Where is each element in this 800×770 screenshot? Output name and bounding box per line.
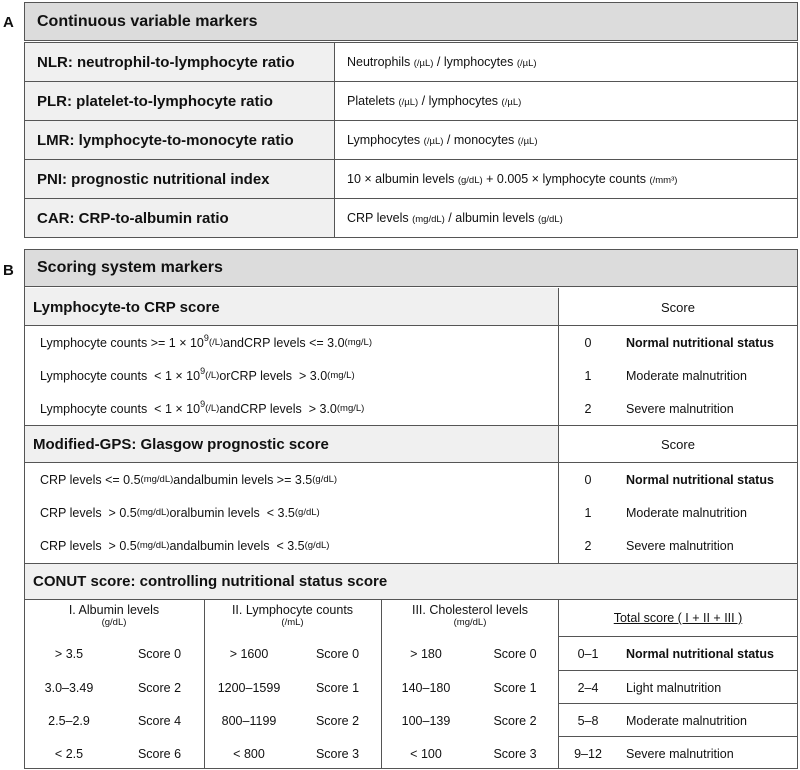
- total-range: 5–8: [577, 713, 599, 728]
- formula-unit: (g/dL): [457, 175, 483, 186]
- range-value: < 100: [410, 746, 442, 761]
- operator: or: [169, 505, 181, 520]
- criterion-a: Lymphocyte counts < 1 × 10: [40, 401, 201, 416]
- lcs-criteria-row: [40, 359, 550, 392]
- nutritional-status: Severe malnutrition: [626, 746, 734, 761]
- marker-formula: [335, 160, 798, 199]
- table-row: [25, 82, 798, 121]
- lcs-score-value: [559, 326, 617, 359]
- formula-term: Platelets: [347, 94, 395, 108]
- conut-points: [471, 637, 559, 670]
- range-value: 2.5–2.9: [48, 713, 90, 728]
- points-value: Score 1: [493, 680, 537, 695]
- conut-points: [471, 737, 559, 770]
- points-value: Score 3: [493, 746, 537, 761]
- conut-status: [626, 704, 796, 737]
- conut-title: CONUT score: controlling nutritional status score: [25, 564, 797, 599]
- marker-formula: [335, 82, 798, 121]
- criterion-b: albumin levels < 3.5: [190, 538, 305, 553]
- conut-points: [471, 704, 559, 737]
- marker-formula: [335, 121, 798, 160]
- gps-criteria-row: [40, 529, 550, 562]
- conut-range: [381, 704, 471, 737]
- conut-points: [294, 671, 381, 704]
- unit: (mg/dL): [140, 474, 174, 485]
- panel-b-label: B: [3, 262, 14, 279]
- panel-b-header: [24, 249, 798, 287]
- conut-points: [115, 671, 204, 704]
- marker-name: PLR: platelet-to-lymphocyte ratio: [25, 82, 335, 121]
- conut-range: [204, 704, 294, 737]
- range-value: 3.0–3.49: [44, 680, 94, 695]
- marker-formula: [335, 43, 798, 82]
- unit: (mg/dL): [136, 540, 170, 551]
- criterion-b: CRP levels > 3.0: [240, 401, 337, 416]
- criterion-b: CRP levels > 3.0: [230, 368, 328, 383]
- conut-total: [559, 637, 617, 670]
- conut-total: [559, 671, 617, 704]
- total-range: 2–4: [577, 680, 599, 695]
- formula-term: CRP levels: [347, 211, 409, 225]
- lcs-score-value: [559, 359, 617, 392]
- conut-total: [559, 737, 617, 770]
- criterion-a: Lymphocyte counts < 1 × 10: [40, 368, 201, 383]
- range-value: 800–1199: [221, 713, 277, 728]
- points-value: Score 4: [137, 713, 182, 728]
- marker-name: CAR: CRP-to-albumin ratio: [25, 199, 335, 238]
- gps-score-value: [559, 463, 617, 496]
- formula-unit: (/µL): [501, 97, 522, 108]
- conut-status: [626, 671, 796, 704]
- panel-a-title: Continuous variable markers: [37, 12, 258, 30]
- lcs-status: [626, 326, 796, 359]
- conut-range: [24, 637, 114, 670]
- marker-name: PNI: prognostic nutritional index: [25, 160, 335, 199]
- panel-a-header: [24, 2, 798, 41]
- unit: (mg/L): [344, 337, 372, 348]
- divider: [558, 288, 559, 563]
- table-row: [25, 43, 798, 82]
- lcs-status: [626, 359, 796, 392]
- nutritional-status: Normal nutritional status: [626, 646, 774, 661]
- table-row: [25, 160, 798, 199]
- unit: (mg/L): [327, 370, 355, 381]
- points-value: Score 2: [315, 713, 360, 728]
- nutritional-status: Light malnutrition: [626, 680, 722, 695]
- range-value: > 3.5: [54, 646, 84, 661]
- gps-status: [626, 496, 796, 529]
- formula-unit: (/µL): [517, 136, 538, 147]
- continuous-markers-table: [24, 42, 798, 238]
- total-range: 0–1: [577, 646, 599, 661]
- formula-term: Lymphocytes: [347, 133, 421, 147]
- range-value: 100–139: [401, 713, 451, 728]
- conut-range: [204, 737, 294, 770]
- lcs-score-header: Score: [661, 299, 695, 315]
- points-value: Score 3: [315, 746, 360, 761]
- lcs-status: [626, 392, 796, 425]
- formula-term: / lymphocytes: [418, 94, 499, 108]
- gps-score-value: [559, 496, 617, 529]
- unit: (/L): [205, 370, 220, 381]
- nutritional-status: Normal nutritional status: [626, 472, 774, 487]
- range-value: < 2.5: [54, 746, 84, 761]
- conut-total: [559, 704, 617, 737]
- marker-formula: [335, 199, 798, 238]
- conut-col-lymphocyte-header: II. Lymphocyte counts (/mL): [231, 603, 354, 628]
- marker-name: NLR: neutrophil-to-lymphocyte ratio: [25, 43, 335, 82]
- unit: (mg/dL): [136, 507, 170, 518]
- points-value: Score 2: [137, 680, 182, 695]
- conut-status: [626, 637, 796, 670]
- conut-range: [381, 737, 471, 770]
- nutritional-status: Severe malnutrition: [626, 401, 734, 416]
- points-value: Score 0: [493, 646, 537, 661]
- criterion-b: albumin levels >= 3.5: [194, 472, 313, 487]
- score-value: 2: [584, 401, 592, 416]
- conut-col-albumin-header: I. Albumin levels (g/dL): [68, 603, 160, 628]
- lcs-score-value: [559, 392, 617, 425]
- criterion-b: albumin levels < 3.5: [180, 505, 295, 520]
- range-value: 1200–1599: [217, 680, 281, 695]
- formula-term: + 0.005 × lymphocyte counts: [482, 172, 646, 186]
- conut-points: [471, 671, 559, 704]
- operator: and: [169, 538, 191, 553]
- exponent: 9: [203, 332, 209, 343]
- formula-unit: (/µL): [423, 136, 444, 147]
- score-value: 0: [584, 472, 592, 487]
- nutritional-status: Moderate malnutrition: [626, 713, 747, 728]
- conut-points: [294, 637, 381, 670]
- formula-term: / albumin levels: [444, 211, 535, 225]
- range-value: 140–180: [401, 680, 451, 695]
- lcs-title: Lymphocyte-to CRP score: [25, 288, 558, 326]
- exponent: 9: [200, 398, 206, 409]
- gps-status: [626, 529, 796, 562]
- conut-range: [24, 704, 114, 737]
- unit: (mg/L): [336, 403, 365, 414]
- range-value: < 800: [233, 746, 265, 761]
- marker-name: LMR: lymphocyte-to-monocyte ratio: [25, 121, 335, 160]
- criterion-a: CRP levels <= 0.5: [40, 472, 141, 487]
- panel-a-label: A: [3, 14, 14, 31]
- criterion-a: CRP levels > 0.5: [40, 505, 137, 520]
- points-value: Score 0: [137, 646, 182, 661]
- unit: (/L): [205, 403, 220, 414]
- gps-score-value: [559, 529, 617, 562]
- operator: and: [223, 335, 245, 350]
- criterion-a: CRP levels > 0.5: [40, 538, 137, 553]
- operator: or: [219, 368, 231, 383]
- gps-status: [626, 463, 796, 496]
- conut-range: [24, 737, 114, 770]
- gps-criteria-row: [40, 496, 550, 529]
- nutritional-status: Moderate malnutrition: [626, 505, 747, 520]
- criterion-b: CRP levels <= 3.0: [244, 335, 345, 350]
- conut-points: [115, 637, 204, 670]
- unit: (g/dL): [304, 540, 330, 551]
- table-row: [25, 121, 798, 160]
- conut-col-cholesterol-header: III. Cholesterol levels (mg/dL): [411, 603, 529, 628]
- operator: and: [219, 401, 241, 416]
- table-row: [25, 199, 798, 238]
- formula-unit: (/µL): [516, 58, 537, 69]
- gps-score-header: Score: [661, 436, 695, 452]
- score-value: 2: [584, 538, 592, 553]
- panel-b-title: Scoring system markers: [37, 259, 223, 276]
- conut-points: [115, 737, 204, 770]
- conut-range: [204, 637, 294, 670]
- points-value: Score 1: [315, 680, 360, 695]
- conut-status: [626, 737, 796, 770]
- score-value: 0: [584, 335, 592, 350]
- exponent: 9: [200, 365, 206, 376]
- conut-points: [294, 704, 381, 737]
- nutritional-status: Moderate malnutrition: [626, 368, 747, 383]
- unit: (/L): [208, 337, 224, 348]
- conut-range: [204, 671, 294, 704]
- points-value: Score 0: [315, 646, 360, 661]
- conut-total-header: Total score ( I + II + III ): [613, 611, 743, 625]
- conut-points: [115, 704, 204, 737]
- formula-unit: (/µL): [398, 97, 419, 108]
- gps-title: Modified-GPS: Glasgow prognostic score: [25, 426, 558, 462]
- score-value: 1: [584, 368, 592, 383]
- points-value: Score 6: [137, 746, 182, 761]
- formula-unit: (g/dL): [537, 214, 563, 225]
- formula-unit: (/mm³): [649, 175, 678, 186]
- lcs-criteria-row: [40, 326, 550, 359]
- range-value: > 180: [410, 646, 442, 661]
- conut-range: [381, 671, 471, 704]
- range-value: > 1600: [229, 646, 269, 661]
- conut-points: [294, 737, 381, 770]
- formula-term: Neutrophils: [347, 55, 411, 69]
- formula-unit: (/µL): [413, 58, 434, 69]
- formula-term: / monocytes: [443, 133, 515, 147]
- points-value: Score 2: [493, 713, 537, 728]
- formula-unit: (mg/dL): [412, 214, 445, 225]
- operator: and: [173, 472, 195, 487]
- conut-range: [381, 637, 471, 670]
- nutritional-status: Normal nutritional status: [626, 335, 774, 350]
- unit: (g/dL): [294, 507, 320, 518]
- criterion-a: Lymphocyte counts >= 1 × 10: [40, 335, 204, 350]
- total-range: 9–12: [574, 746, 602, 761]
- conut-range: [24, 671, 114, 704]
- score-value: 1: [584, 505, 592, 520]
- formula-term: / lymphocytes: [433, 55, 514, 69]
- nutritional-status: Severe malnutrition: [626, 538, 734, 553]
- formula-term: 10 × albumin levels: [347, 172, 455, 186]
- unit: (g/dL): [312, 474, 338, 485]
- gps-criteria-row: [40, 463, 550, 496]
- lcs-criteria-row: [40, 392, 550, 425]
